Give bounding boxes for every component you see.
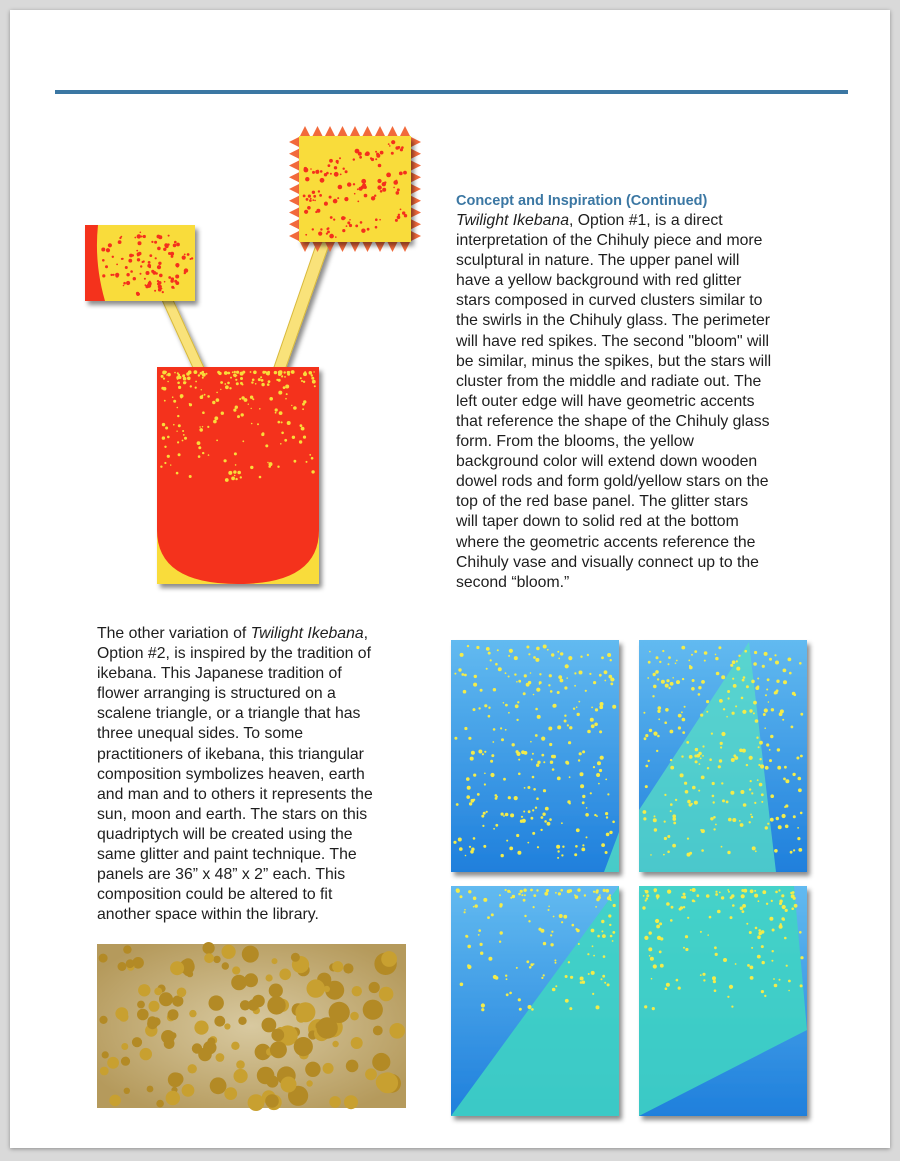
option2-body: , Option #2, is inspired by the tradition of ikebana. This Japanese tradition of flower arranging is structured on a scalene triangle, or a triangle that has three unequal sides. To some practitioners of ikebana, this triangular composition symbolizes heaven, earth and man and to others it represents the sun, moon and earth. The stars on this quadriptych will be created using the same glitter and paint technique. The panels are 36” x 48” x 2” each. This composition could be altered to fit another space within the library. [97,625,373,924]
glitter-detail-photo [97,942,406,1111]
base-panel [157,367,319,584]
quad-panel-bottom-left [451,886,619,1116]
quad-panel-top-right [639,640,807,872]
document-page [10,10,890,1148]
option1-body: , Option #1, is a direct interpretation of the Chihuly piece and more sculptural in nature. The upper panel will have a yellow background with red glitter stars composed in curved clusters similar to the swirls in the Chihuly glass. The perimeter will have red spikes. The second "bloom" will be similar, minus the spikes, but the stars will cluster from the middle and radiate out. The left outer edge will have geometric accents that reference the shape of the Chihuly glass form. From the blooms, the yellow background color will extend down wooden dowel rods and form gold/yellow stars on the top of the red base panel. The glitter stars will taper down to solid red at the bottom where the geometric accents reference the Chihuly vase and visually connect up to the second “bloom.” [456,212,772,591]
option2-paragraph [97,624,417,925]
option2-title: Twilight Ikebana [250,625,364,642]
dowel-rod-left [162,300,205,370]
quad-panel-top-left [451,640,619,872]
option1-title: Twilight Ikebana [456,212,569,229]
quadriptych [451,640,807,1116]
dowel-rod-right [273,242,330,370]
option2-intro: The other variation of [97,625,251,642]
section-heading: Concept and Inspiration (Continued) [456,193,708,209]
quad-panel-bottom-right [639,886,807,1116]
option1-paragraph [456,211,836,593]
